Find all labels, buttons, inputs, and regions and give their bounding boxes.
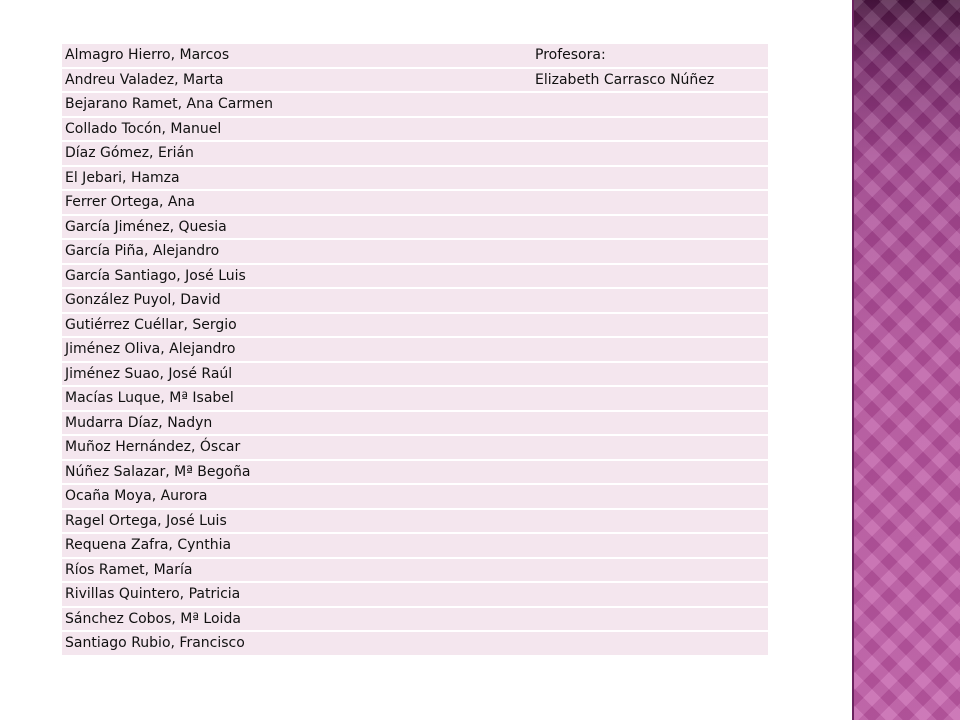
- student-name-cell: Jiménez Oliva, Alejandro: [62, 338, 532, 361]
- student-name-cell: Jiménez Suao, José Raúl: [62, 363, 532, 386]
- teacher-info-cell: [532, 559, 768, 582]
- teacher-info-cell: [532, 265, 768, 288]
- student-name-cell: Díaz Gómez, Erián: [62, 142, 532, 165]
- student-name-cell: Ragel Ortega, José Luis: [62, 510, 532, 533]
- student-name-cell: Núñez Salazar, Mª Begoña: [62, 461, 532, 484]
- teacher-info-cell: [532, 338, 768, 361]
- table-row: [62, 436, 768, 459]
- table-row: [62, 191, 768, 214]
- teacher-info-cell: [532, 534, 768, 557]
- teacher-info-cell: [532, 118, 768, 141]
- student-name-cell: Rivillas Quintero, Patricia: [62, 583, 532, 606]
- student-name-cell: García Santiago, José Luis: [62, 265, 532, 288]
- teacher-info-cell: [532, 436, 768, 459]
- teacher-info-cell: [532, 363, 768, 386]
- table-row: [62, 338, 768, 361]
- teacher-info-cell: [532, 216, 768, 239]
- table-row: [62, 461, 768, 484]
- table-row: [62, 485, 768, 508]
- student-roster-table: [62, 42, 768, 657]
- table-row: [62, 265, 768, 288]
- student-name-cell: González Puyol, David: [62, 289, 532, 312]
- teacher-info-cell: Profesora:: [532, 44, 768, 67]
- table-row: [62, 93, 768, 116]
- student-name-cell: Requena Zafra, Cynthia: [62, 534, 532, 557]
- student-name-cell: Almagro Hierro, Marcos: [62, 44, 532, 67]
- table-row: [62, 387, 768, 410]
- table-row: [62, 534, 768, 557]
- table-row: [62, 632, 768, 655]
- teacher-info-cell: [532, 461, 768, 484]
- table-row: [62, 363, 768, 386]
- roster-table-container: [62, 42, 762, 657]
- student-name-cell: Mudarra Díaz, Nadyn: [62, 412, 532, 435]
- teacher-info-cell: [532, 142, 768, 165]
- student-name-cell: Ocaña Moya, Aurora: [62, 485, 532, 508]
- student-name-cell: Ferrer Ortega, Ana: [62, 191, 532, 214]
- table-row: [62, 314, 768, 337]
- teacher-info-cell: Elizabeth Carrasco Núñez: [532, 69, 768, 92]
- student-name-cell: Macías Luque, Mª Isabel: [62, 387, 532, 410]
- student-name-cell: García Piña, Alejandro: [62, 240, 532, 263]
- student-name-cell: Collado Tocón, Manuel: [62, 118, 532, 141]
- teacher-info-cell: [532, 608, 768, 631]
- table-row: [62, 583, 768, 606]
- roster-body: [62, 44, 768, 655]
- teacher-info-cell: [532, 289, 768, 312]
- table-row: [62, 118, 768, 141]
- table-row: [62, 142, 768, 165]
- table-row: [62, 69, 768, 92]
- student-name-cell: Sánchez Cobos, Mª Loida: [62, 608, 532, 631]
- student-name-cell: Santiago Rubio, Francisco: [62, 632, 532, 655]
- table-row: [62, 44, 768, 67]
- side-band-edge: [852, 0, 854, 720]
- student-name-cell: Muñoz Hernández, Óscar: [62, 436, 532, 459]
- student-name-cell: Ríos Ramet, María: [62, 559, 532, 582]
- teacher-info-cell: [532, 314, 768, 337]
- table-row: [62, 608, 768, 631]
- teacher-info-cell: [532, 510, 768, 533]
- student-name-cell: García Jiménez, Quesia: [62, 216, 532, 239]
- teacher-info-cell: [532, 93, 768, 116]
- teacher-info-cell: [532, 191, 768, 214]
- table-row: [62, 559, 768, 582]
- table-row: [62, 216, 768, 239]
- teacher-info-cell: [532, 240, 768, 263]
- table-row: [62, 289, 768, 312]
- table-row: [62, 412, 768, 435]
- student-name-cell: Andreu Valadez, Marta: [62, 69, 532, 92]
- student-name-cell: Bejarano Ramet, Ana Carmen: [62, 93, 532, 116]
- table-row: [62, 240, 768, 263]
- student-name-cell: El Jebari, Hamza: [62, 167, 532, 190]
- table-row: [62, 510, 768, 533]
- teacher-info-cell: [532, 387, 768, 410]
- teacher-info-cell: [532, 167, 768, 190]
- teacher-info-cell: [532, 632, 768, 655]
- student-name-cell: Gutiérrez Cuéllar, Sergio: [62, 314, 532, 337]
- teacher-info-cell: [532, 583, 768, 606]
- teacher-info-cell: [532, 485, 768, 508]
- table-row: [62, 167, 768, 190]
- decorative-side-band: [852, 0, 960, 720]
- teacher-info-cell: [532, 412, 768, 435]
